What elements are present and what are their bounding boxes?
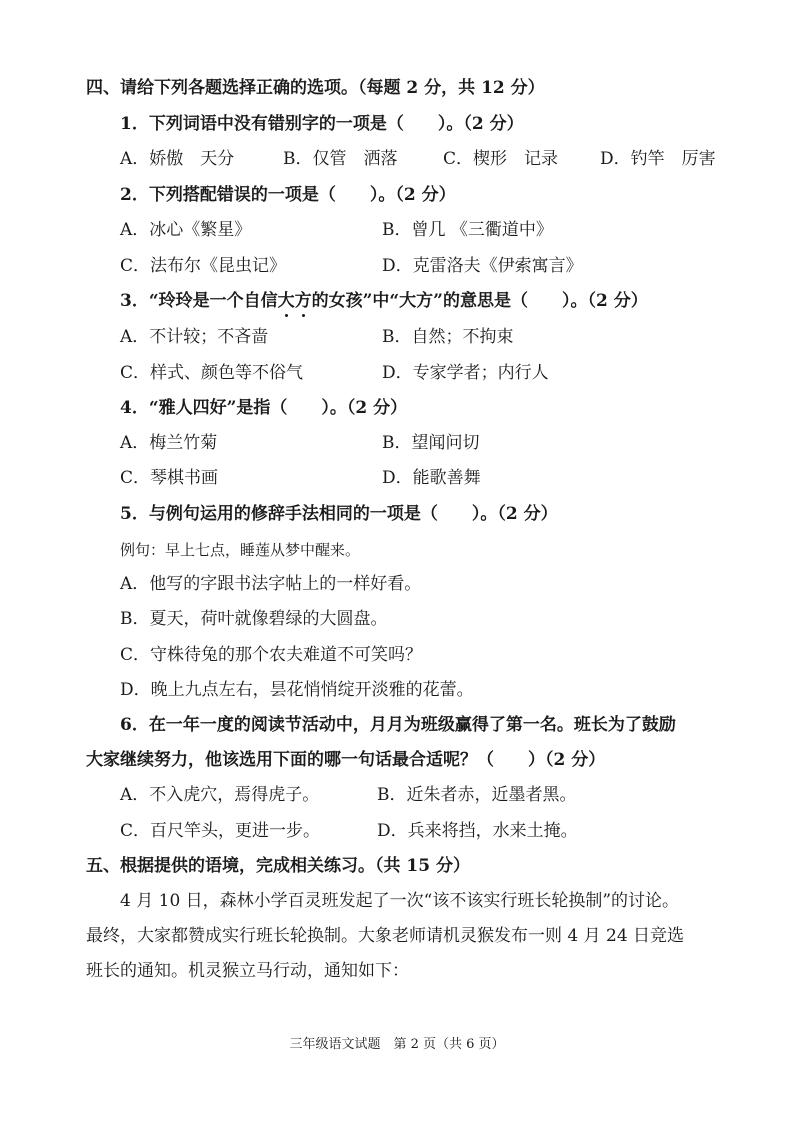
q1-option-b: B．仅管 洒落 — [283, 149, 398, 169]
q5-option-d: D．晚上九点左右，昙花悄悄绽开淡雅的花蕾。 — [120, 680, 474, 700]
q3-stem-dotted-char-2: 方 — [294, 291, 312, 311]
section5-paragraph-line1: 4 月 10 日，森林小学百灵班发起了一次“该不该实行班长轮换制”的讨论。 — [120, 891, 680, 911]
q1-option-a: A．娇傲 天分 — [120, 149, 235, 169]
q3-option-d: D．专家学者；内行人 — [382, 363, 549, 383]
section5-paragraph-line3: 班长的通知。机灵猴立马行动，通知如下： — [86, 961, 409, 981]
q3-stem — [120, 289, 648, 313]
q3-stem-dotted-char-1: 大 — [277, 291, 295, 311]
q2-stem: 2．下列搭配错误的一项是（ ）。（2 分） — [120, 185, 456, 205]
q3-option-a: A．不计较；不吝啬 — [120, 327, 269, 347]
q1-option-d: D．钓竿 厉害 — [600, 149, 716, 169]
q4-option-d: D．能歌善舞 — [382, 468, 481, 488]
section4-title: 四、请给下列各题选择正确的选项。（每题 2 分，共 12 分） — [86, 78, 545, 98]
q2-option-d: D．克雷洛夫《伊索寓言》 — [382, 256, 583, 276]
q4-option-b: B．望闻问切 — [382, 433, 480, 453]
q4-stem: 4．“雅人四好”是指（ ）。（2 分） — [120, 398, 408, 418]
q6-option-c: C．百尺竿头，更进一步。 — [120, 821, 321, 841]
q3-stem-post: 的女孩”中“大方”的意思是（ ）。（2 分） — [311, 291, 648, 311]
q5-stem: 5．与例句运用的修辞手法相同的一项是（ ）。（2 分） — [120, 504, 558, 524]
q4-option-a: A．梅兰竹菊 — [120, 433, 218, 453]
q4-option-c: C．琴棋书画 — [120, 468, 219, 488]
q5-option-a: A．他写的字跟书法字帖上的一样好看。 — [120, 574, 422, 594]
q1-stem: 1．下列词语中没有错别字的一项是（ ）。（2 分） — [120, 114, 524, 134]
q5-example: 例句：早上七点，睡莲从梦中醒来。 — [120, 541, 361, 559]
q3-stem-pre: 3．“玲玲是一个自信 — [120, 291, 278, 311]
q2-option-a: A．冰心《繁星》 — [120, 220, 252, 240]
q6-option-d: D．兵来将挡，水来土掩。 — [377, 821, 578, 841]
q6-stem-line1: 6．在一年一度的阅读节活动中，月月为班级赢得了第一名。班长为了鼓励 — [120, 715, 676, 735]
q3-option-b: B．自然；不拘束 — [382, 327, 514, 347]
page-footer: 三年级语文试题 第 2 页（共 6 页） — [289, 1037, 505, 1052]
q5-option-c: C．守株待兔的那个农夫难道不可笑吗？ — [120, 645, 423, 665]
q6-stem-line2: 大家继续努力，他该选用下面的哪一句话最合适呢？（ ）（2 分） — [86, 750, 606, 770]
section5-title: 五、根据提供的语境，完成相关练习。（共 15 分） — [86, 856, 470, 876]
q1-option-c: C．楔形 记录 — [443, 149, 559, 169]
q6-option-a: A．不入虎穴，焉得虎子。 — [120, 785, 320, 805]
q2-option-c: C．法布尔《昆虫记》 — [120, 256, 287, 276]
q3-option-c: C．样式、颜色等不俗气 — [120, 363, 304, 383]
section5-paragraph-line2: 最终，大家都赞成实行班长轮换制。大象老师请机灵猴发布一则 4 月 24 日竞选 — [86, 926, 685, 946]
q2-option-b: B．曾几 《三衢道中》 — [382, 220, 553, 240]
q6-option-b: B．近朱者赤，近墨者黑。 — [377, 785, 577, 805]
q5-option-b: B．夏天，荷叶就像碧绿的大圆盘。 — [120, 609, 388, 629]
